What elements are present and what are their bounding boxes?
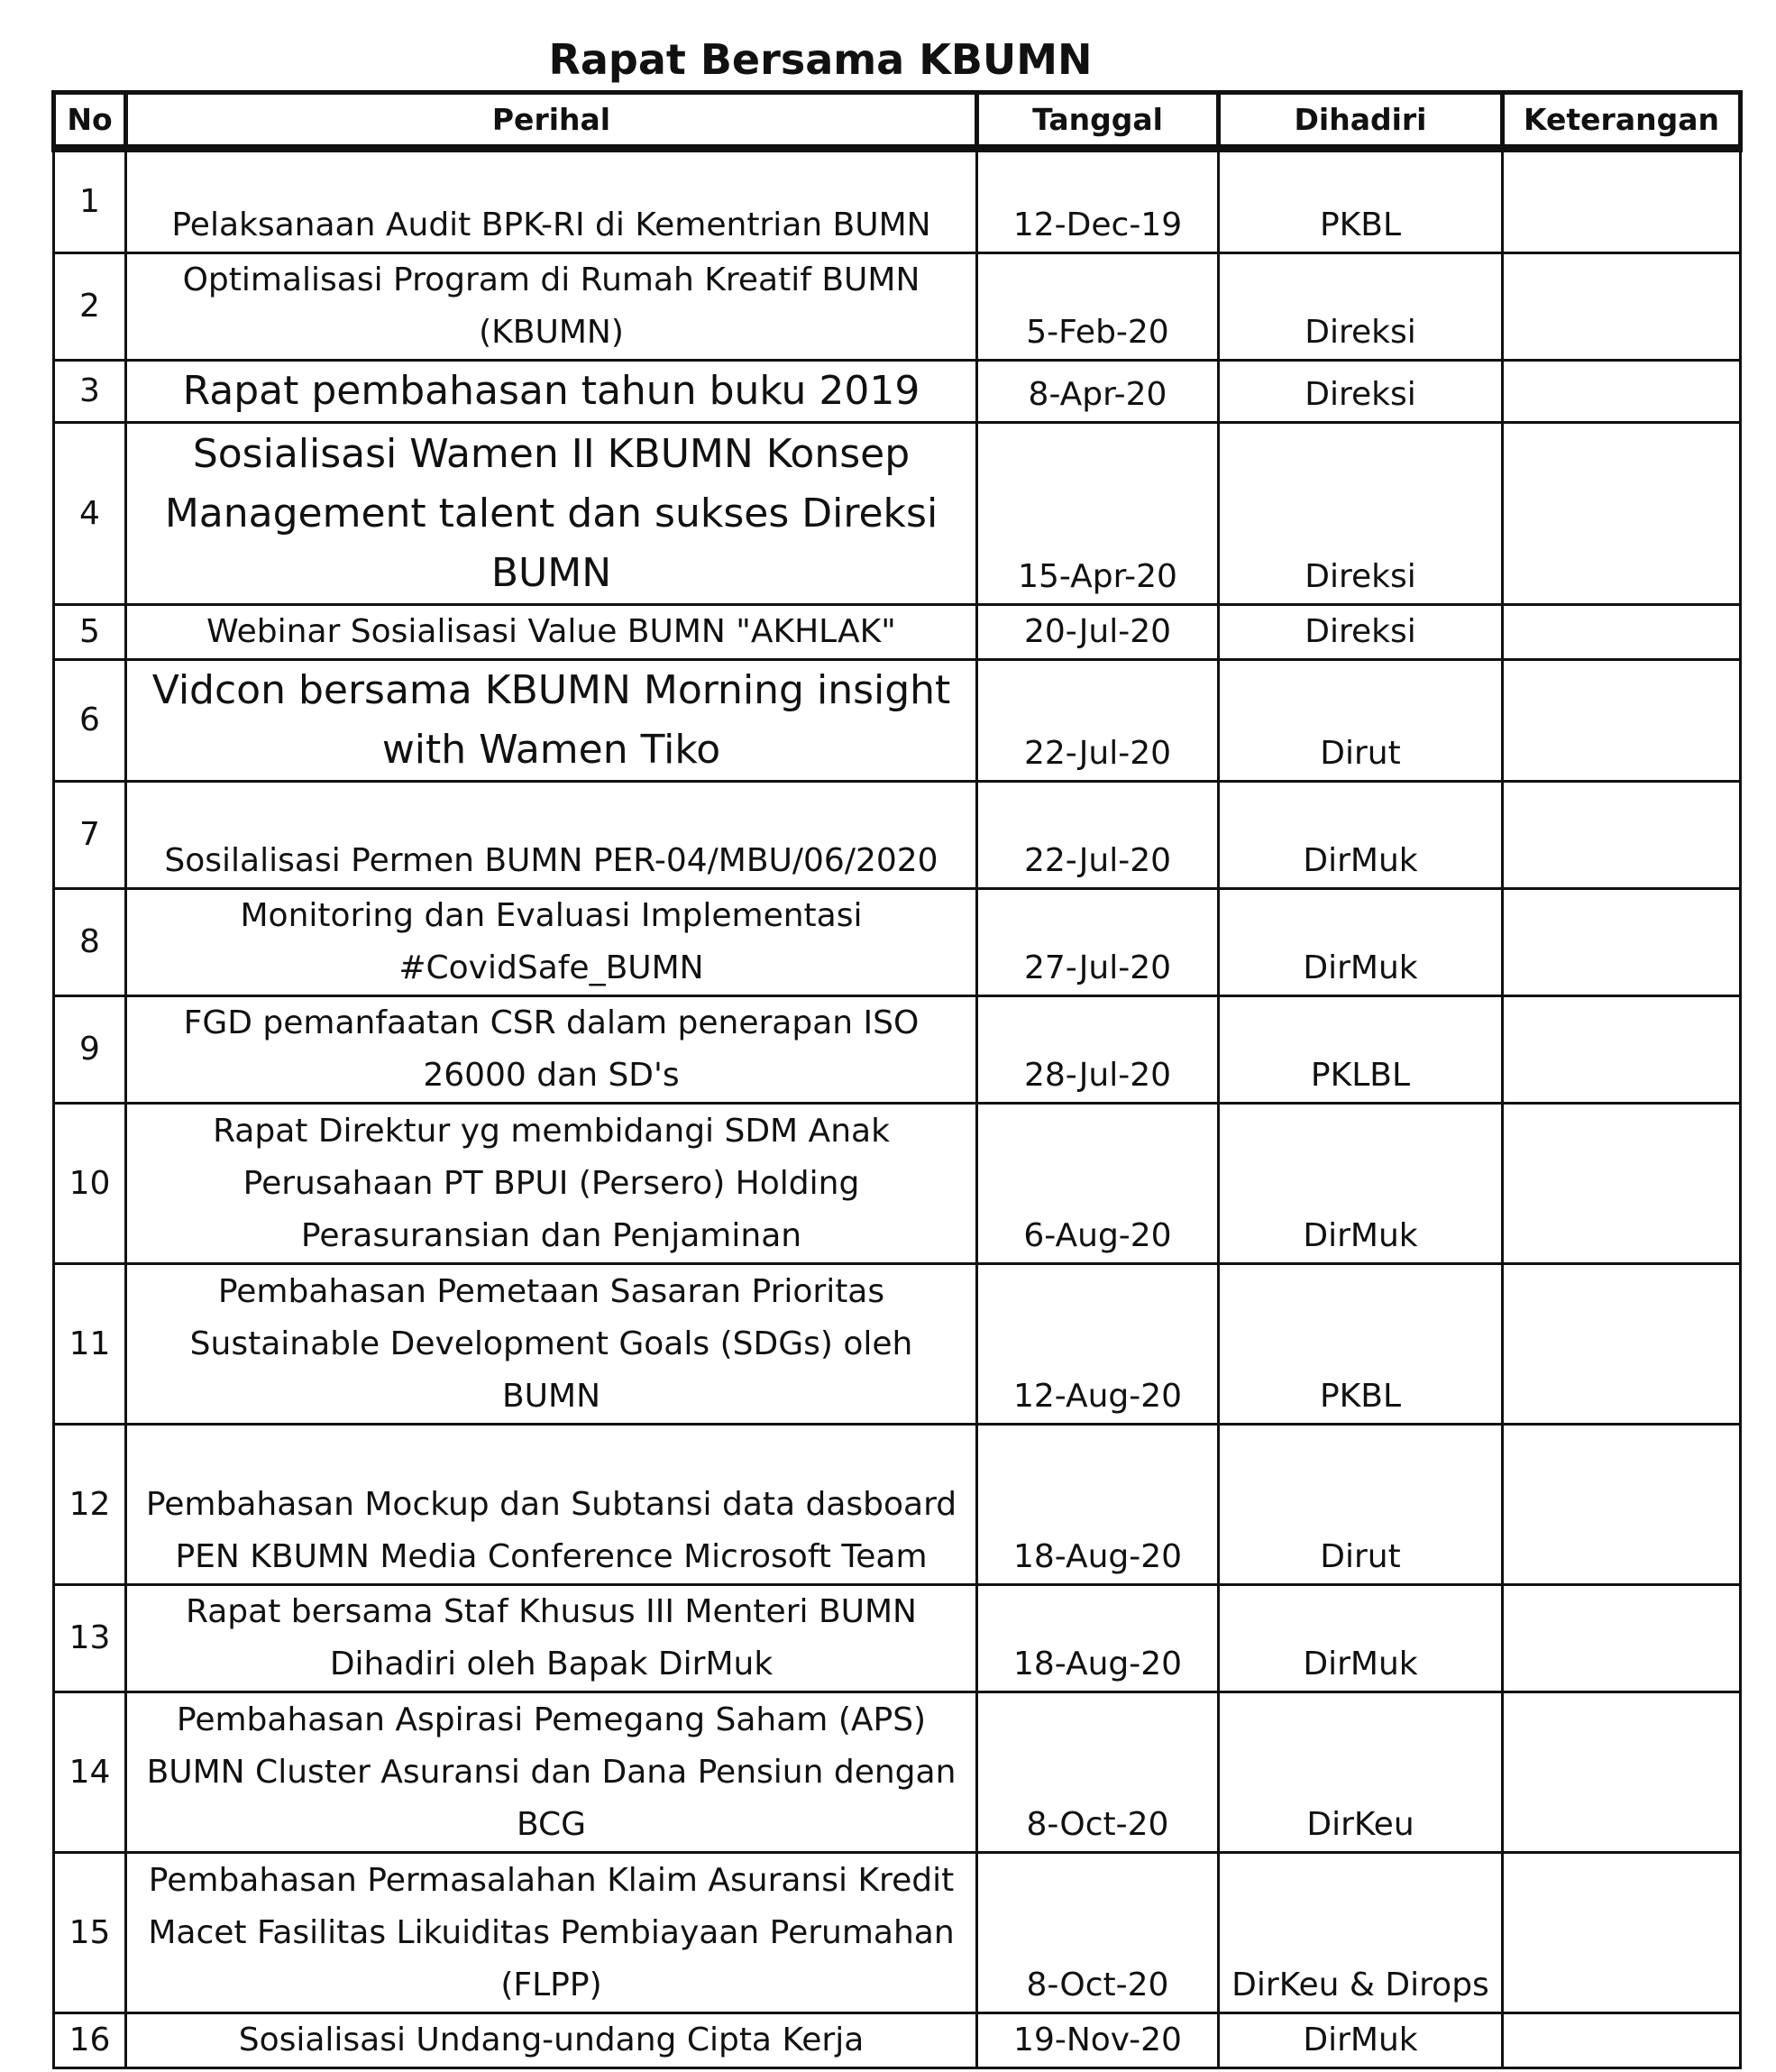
cell-dihadiri: DirMuk	[1219, 1104, 1503, 1264]
perihal-line: Pembahasan Aspirasi Pemegang Saham (APS)	[176, 1701, 927, 1738]
table-row	[54, 660, 1741, 782]
perihal-line: Rapat Direktur yg membidangi SDM Anak	[213, 1113, 890, 1150]
cell-no: 5	[54, 605, 126, 660]
cell-no: 4	[54, 423, 126, 605]
cell-perihal	[126, 1104, 977, 1264]
cell-perihal	[126, 2013, 977, 2068]
cell-tanggal: 18-Aug-20	[977, 1585, 1219, 1692]
perihal-line: Optimalisasi Program di Rumah Kreatif BUMN	[182, 261, 920, 298]
table-row	[54, 1853, 1741, 2013]
cell-dihadiri: DirMuk	[1219, 1585, 1503, 1692]
cell-dihadiri: Direksi	[1219, 361, 1503, 423]
perihal-line: with Wamen Tiko	[381, 727, 721, 773]
perihal-line: Sosilalisasi Permen BUMN PER-04/MBU/06/2020	[164, 842, 938, 879]
cell-tanggal: 18-Aug-20	[977, 1425, 1219, 1585]
table-row	[54, 423, 1741, 605]
meeting-table	[51, 90, 1743, 2069]
cell-keterangan	[1503, 1585, 1741, 1692]
table-row	[54, 2013, 1741, 2068]
cell-tanggal: 19-Nov-20	[977, 2013, 1219, 2068]
cell-no: 1	[54, 149, 126, 253]
cell-no: 15	[54, 1853, 126, 2013]
perihal-line: BUMN Cluster Asuransi dan Dana Pensiun dengan	[146, 1754, 957, 1791]
table-row	[54, 1585, 1741, 1692]
table-header-row	[54, 93, 1741, 149]
table-row	[54, 361, 1741, 423]
header-keterangan: Keterangan	[1503, 93, 1741, 149]
table-row	[54, 1425, 1741, 1585]
cell-dihadiri: DirKeu & Dirops	[1219, 1853, 1503, 2013]
cell-dihadiri: PKBL	[1219, 1264, 1503, 1425]
perihal-line: Sustainable Development Goals (SDGs) oleh	[189, 1325, 913, 1362]
cell-dihadiri: PKBL	[1219, 149, 1503, 253]
cell-no: 11	[54, 1264, 126, 1425]
cell-perihal	[126, 1585, 977, 1692]
cell-no: 8	[54, 889, 126, 996]
perihal-line: FGD pemanfaatan CSR dalam penerapan ISO	[183, 1004, 920, 1041]
table-row	[54, 149, 1741, 253]
cell-dihadiri: DirKeu	[1219, 1692, 1503, 1853]
cell-tanggal: 22-Jul-20	[977, 782, 1219, 889]
perihal-line: Macet Fasilitas Likuiditas Pembiayaan Perumahan	[148, 1914, 955, 1951]
cell-tanggal: 15-Apr-20	[977, 423, 1219, 605]
perihal-line: Rapat pembahasan tahun buku 2019	[182, 368, 920, 414]
cell-no: 14	[54, 1692, 126, 1853]
cell-keterangan	[1503, 1692, 1741, 1853]
cell-no: 3	[54, 361, 126, 423]
cell-no: 13	[54, 1585, 126, 1692]
cell-perihal	[126, 605, 977, 660]
perihal-line: Monitoring dan Evaluasi Implementasi	[240, 897, 863, 934]
cell-perihal	[126, 149, 977, 253]
header-tanggal: Tanggal	[977, 93, 1219, 149]
cell-keterangan	[1503, 423, 1741, 605]
cell-perihal	[126, 782, 977, 889]
cell-dihadiri: DirMuk	[1219, 889, 1503, 996]
perihal-line: Pembahasan Mockup dan Subtansi data dasboard	[145, 1486, 957, 1523]
cell-dihadiri: DirMuk	[1219, 782, 1503, 889]
cell-tanggal: 28-Jul-20	[977, 996, 1219, 1104]
cell-perihal	[126, 1425, 977, 1585]
cell-tanggal: 8-Oct-20	[977, 1692, 1219, 1853]
cell-tanggal: 27-Jul-20	[977, 889, 1219, 996]
cell-tanggal: 6-Aug-20	[977, 1104, 1219, 1264]
cell-no: 16	[54, 2013, 126, 2068]
table-row	[54, 1264, 1741, 1425]
cell-perihal	[126, 660, 977, 782]
perihal-line: Pembahasan Pemetaan Sasaran Prioritas	[217, 1273, 885, 1310]
cell-perihal	[126, 889, 977, 996]
cell-perihal	[126, 1853, 977, 2013]
cell-dihadiri: PKLBL	[1219, 996, 1503, 1104]
perihal-line: Sosialisasi Undang-undang Cipta Kerja	[238, 2022, 865, 2058]
cell-dihadiri: Dirut	[1219, 1425, 1503, 1585]
cell-perihal	[126, 1264, 977, 1425]
cell-perihal	[126, 423, 977, 605]
table-row	[54, 782, 1741, 889]
table-row	[54, 1692, 1741, 1853]
cell-keterangan	[1503, 605, 1741, 660]
cell-no: 10	[54, 1104, 126, 1264]
perihal-line: Webinar Sosialisasi Value BUMN "AKHLAK"	[206, 613, 896, 650]
cell-tanggal: 8-Apr-20	[977, 361, 1219, 423]
cell-tanggal: 22-Jul-20	[977, 660, 1219, 782]
cell-keterangan	[1503, 1264, 1741, 1425]
cell-no: 7	[54, 782, 126, 889]
perihal-line: Vidcon bersama KBUMN Morning insight	[151, 667, 951, 713]
perihal-line: PEN KBUMN Media Conference Microsoft Team	[175, 1538, 928, 1575]
cell-keterangan	[1503, 1425, 1741, 1585]
cell-tanggal: 12-Aug-20	[977, 1264, 1219, 1425]
table-row	[54, 253, 1741, 361]
perihal-line: Rapat bersama Staf Khusus III Menteri BUMN	[186, 1593, 917, 1630]
cell-no: 9	[54, 996, 126, 1104]
cell-dihadiri: DirMuk	[1219, 2013, 1503, 2068]
perihal-line: (KBUMN)	[479, 314, 624, 351]
cell-no: 2	[54, 253, 126, 361]
cell-dihadiri: Direksi	[1219, 605, 1503, 660]
cell-keterangan	[1503, 996, 1741, 1104]
cell-keterangan	[1503, 889, 1741, 996]
perihal-line: Pembahasan Permasalahan Klaim Asuransi Kredit	[148, 1862, 955, 1899]
perihal-line: 26000 dan SD's	[423, 1057, 680, 1094]
cell-no: 6	[54, 660, 126, 782]
perihal-line: Perasuransian dan Penjaminan	[300, 1217, 802, 1254]
perihal-line: #CovidSafe_BUMN	[398, 949, 704, 986]
cell-keterangan	[1503, 1853, 1741, 2013]
cell-keterangan	[1503, 361, 1741, 423]
cell-keterangan	[1503, 1104, 1741, 1264]
cell-keterangan	[1503, 782, 1741, 889]
cell-dihadiri: Dirut	[1219, 660, 1503, 782]
cell-perihal	[126, 361, 977, 423]
cell-tanggal: 20-Jul-20	[977, 605, 1219, 660]
perihal-line: BUMN	[490, 549, 612, 596]
perihal-line: Pelaksanaan Audit BPK-RI di Kementrian BUMN	[171, 206, 931, 243]
cell-perihal	[126, 1692, 977, 1853]
perihal-line: (FLPP)	[500, 1967, 602, 2003]
cell-tanggal: 8-Oct-20	[977, 1853, 1219, 2013]
cell-perihal	[126, 253, 977, 361]
cell-keterangan	[1503, 253, 1741, 361]
header-perihal: Perihal	[126, 93, 977, 149]
perihal-line: Dihadiri oleh Bapak DirMuk	[329, 1646, 774, 1682]
perihal-line: BCG	[516, 1806, 587, 1843]
perihal-line: Management talent dan sukses Direksi	[164, 490, 938, 536]
table-row	[54, 889, 1741, 996]
header-no: No	[54, 93, 126, 149]
table-row	[54, 996, 1741, 1104]
page-title: Rapat Bersama KBUMN	[548, 35, 1093, 84]
cell-tanggal: 5-Feb-20	[977, 253, 1219, 361]
perihal-line: Perusahaan PT BPUI (Persero) Holding	[243, 1165, 860, 1202]
cell-keterangan	[1503, 660, 1741, 782]
perihal-line: BUMN	[501, 1378, 601, 1415]
table-row	[54, 605, 1741, 660]
cell-keterangan	[1503, 149, 1741, 253]
cell-tanggal: 12-Dec-19	[977, 149, 1219, 253]
cell-dihadiri: Direksi	[1219, 253, 1503, 361]
perihal-line: Sosialisasi Wamen II KBUMN Konsep	[192, 430, 911, 477]
table-row	[54, 1104, 1741, 1264]
cell-dihadiri: Direksi	[1219, 423, 1503, 605]
cell-perihal	[126, 996, 977, 1104]
cell-no: 12	[54, 1425, 126, 1585]
cell-keterangan	[1503, 2013, 1741, 2068]
header-dihadiri: Dihadiri	[1219, 93, 1503, 149]
